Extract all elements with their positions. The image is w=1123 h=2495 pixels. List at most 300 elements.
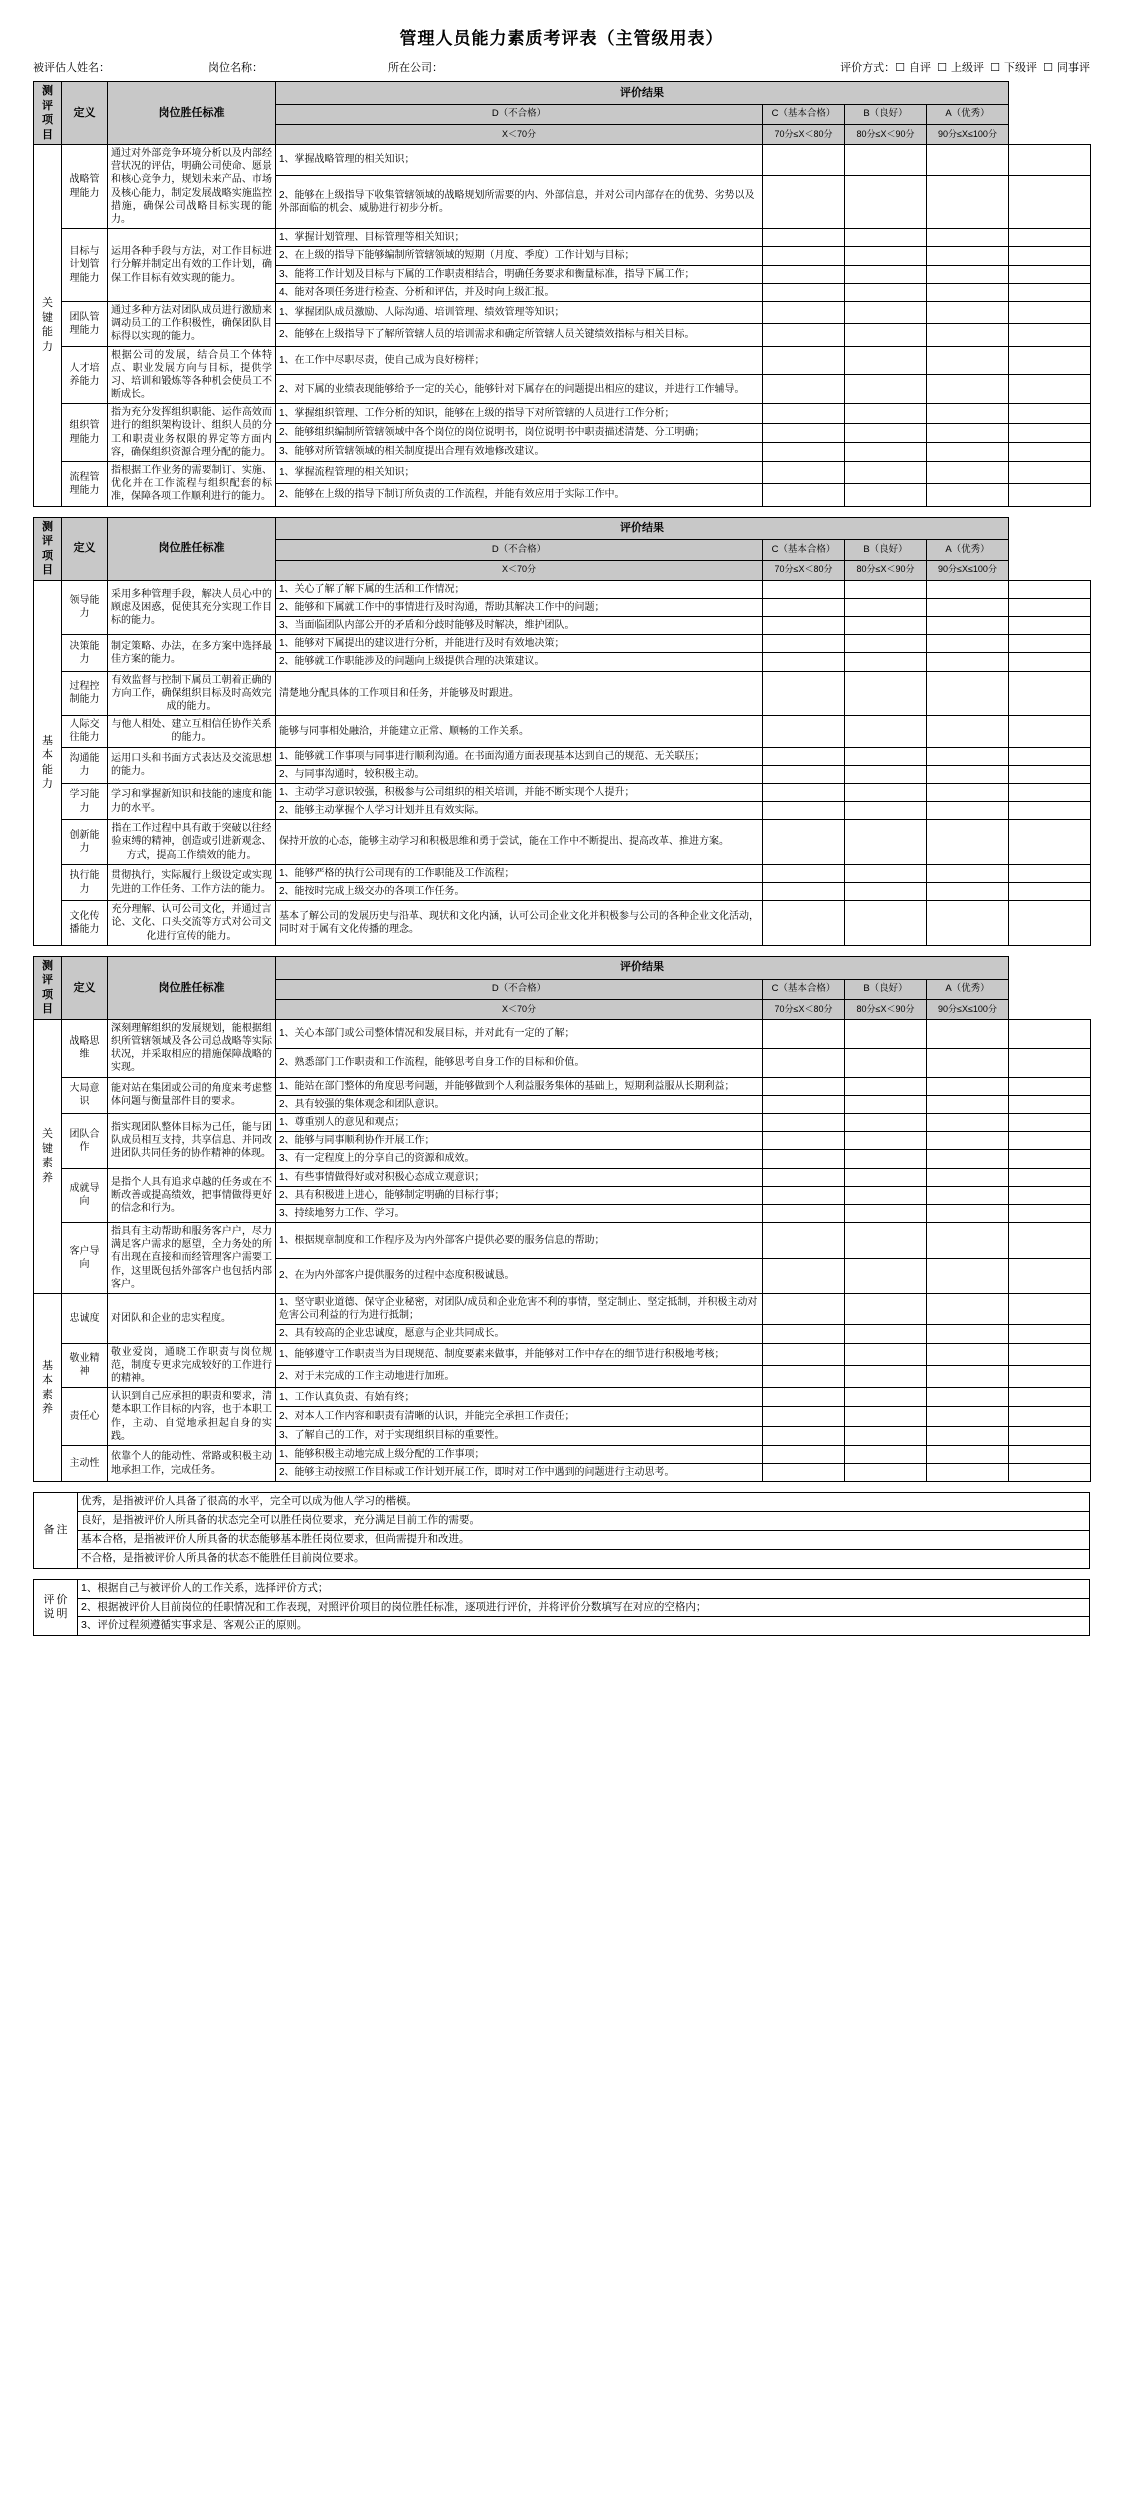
score-input-cell[interactable] xyxy=(763,635,845,653)
score-input-cell[interactable] xyxy=(927,716,1009,747)
competency-standard: 2、能够与同事顺利协作开展工作； xyxy=(276,1132,763,1150)
score-input-cell[interactable] xyxy=(845,783,927,801)
competency-standard: 2、能够组织编制所管辖领域中各个岗位的岗位说明书，岗位说明书中职责描述清楚、分工明确； xyxy=(276,423,763,442)
score-input-cell[interactable] xyxy=(845,229,927,247)
score-input-cell[interactable] xyxy=(927,1077,1009,1095)
score-input-cell[interactable] xyxy=(845,324,927,346)
score-input-cell[interactable] xyxy=(1009,1388,1091,1407)
competency-standard: 1、能够积极主动地完成上级分配的工作事项； xyxy=(276,1445,763,1463)
score-input-cell[interactable] xyxy=(763,598,845,616)
method-subordinate-checkbox[interactable] xyxy=(990,62,1037,74)
col-header-standard: 岗位胜任标准 xyxy=(108,956,276,1019)
score-input-cell[interactable] xyxy=(845,617,927,635)
competency-standard: 3、当面临团队内部公开的矛盾和分歧时能够及时解决，维护团队。 xyxy=(276,617,763,635)
score-input-cell[interactable] xyxy=(845,883,927,901)
score-input-cell[interactable] xyxy=(1009,484,1091,506)
assessment-item-definition: 学习和掌握新知识和技能的速度和能力的水平。 xyxy=(108,783,276,819)
score-input-cell[interactable] xyxy=(1009,145,1091,176)
score-input-cell[interactable] xyxy=(927,783,1009,801)
score-input-cell[interactable] xyxy=(1009,883,1091,901)
score-input-cell[interactable] xyxy=(845,283,927,301)
score-input-cell[interactable] xyxy=(1009,404,1091,423)
score-input-cell[interactable] xyxy=(845,1365,927,1387)
score-input-cell[interactable] xyxy=(763,1407,845,1426)
vertical-char: 本 xyxy=(42,1374,53,1387)
competency-standard: 1、掌握计划管理、目标管理等相关知识； xyxy=(276,229,763,247)
score-input-cell[interactable] xyxy=(763,820,845,865)
score-input-cell[interactable] xyxy=(927,462,1009,484)
score-input-cell[interactable] xyxy=(763,229,845,247)
competency-standard: 1、掌握组织管理、工作分析的知识，能够在上级的指导下对所管辖的人员进行工作分析； xyxy=(276,404,763,423)
score-input-cell[interactable] xyxy=(763,671,845,716)
score-input-cell[interactable] xyxy=(845,175,927,228)
score-input-cell[interactable] xyxy=(1009,1019,1091,1048)
vertical-char: 项 xyxy=(42,549,53,562)
score-input-cell[interactable] xyxy=(763,747,845,765)
col-header-item xyxy=(34,956,62,1019)
score-input-cell[interactable] xyxy=(1009,1168,1091,1186)
score-input-cell[interactable] xyxy=(763,442,845,461)
assessment-item-name: 执行能力 xyxy=(62,864,108,900)
score-input-cell[interactable] xyxy=(763,802,845,820)
evaluation-method-group xyxy=(840,59,1090,75)
table-row xyxy=(34,716,1091,747)
assessment-item-definition: 依靠个人的能动性、常路或积极主动地承担工作，完成任务。 xyxy=(108,1445,276,1481)
score-input-cell[interactable] xyxy=(763,265,845,283)
score-input-cell[interactable] xyxy=(927,635,1009,653)
vertical-char: 键 xyxy=(42,311,53,324)
score-input-cell[interactable] xyxy=(763,301,845,323)
score-input-cell[interactable] xyxy=(927,375,1009,404)
company-name-field[interactable]: 所在公司： xyxy=(388,62,443,74)
score-input-cell[interactable] xyxy=(1009,1186,1091,1204)
assessment-item-definition: 敬业爱岗，通晓工作职责与岗位规范，制度专更求完成较好的工作进行的精神。 xyxy=(108,1343,276,1388)
score-input-cell[interactable] xyxy=(845,716,927,747)
score-input-cell[interactable] xyxy=(927,901,1009,946)
score-input-cell[interactable] xyxy=(845,765,927,783)
score-input-cell[interactable] xyxy=(763,716,845,747)
competency-standard: 2、与同事沟通时，较积极主动。 xyxy=(276,765,763,783)
score-input-cell[interactable] xyxy=(927,1294,1009,1325)
score-input-cell[interactable] xyxy=(845,1150,927,1168)
score-input-cell[interactable] xyxy=(927,802,1009,820)
score-input-cell[interactable] xyxy=(1009,1150,1091,1168)
score-input-cell[interactable] xyxy=(845,1113,927,1131)
score-input-cell[interactable] xyxy=(845,1204,927,1222)
competency-standard: 1、有些事情做得好或对积极心态成立观意识； xyxy=(276,1168,763,1186)
score-input-cell[interactable] xyxy=(763,1168,845,1186)
instruction-label xyxy=(34,1579,78,1636)
score-input-cell[interactable] xyxy=(763,1113,845,1131)
score-input-cell[interactable] xyxy=(927,1168,1009,1186)
table-row xyxy=(34,1168,1091,1186)
score-input-cell[interactable] xyxy=(845,1343,927,1365)
score-input-cell[interactable] xyxy=(763,175,845,228)
score-input-cell[interactable] xyxy=(763,346,845,375)
score-input-cell[interactable] xyxy=(763,783,845,801)
score-input-cell[interactable] xyxy=(845,820,927,865)
remark-row xyxy=(34,1512,1090,1531)
score-input-cell[interactable] xyxy=(763,653,845,671)
score-input-cell[interactable] xyxy=(845,580,927,598)
score-input-cell[interactable] xyxy=(927,1343,1009,1365)
competency-standard: 2、能够就工作职能涉及的问题向上级提供合理的决策建议。 xyxy=(276,653,763,671)
score-input-cell[interactable] xyxy=(1009,653,1091,671)
table-header-row-top xyxy=(34,956,1091,979)
score-input-cell[interactable] xyxy=(1009,635,1091,653)
score-input-cell[interactable] xyxy=(845,1223,927,1258)
competency-standard: 1、在工作中尽职尽责，使自己成为良好榜样； xyxy=(276,346,763,375)
competency-standard: 2、能按时完成上级交办的各项工作任务。 xyxy=(276,883,763,901)
score-input-cell[interactable] xyxy=(927,1258,1009,1293)
score-input-cell[interactable] xyxy=(845,247,927,265)
score-input-cell[interactable] xyxy=(1009,1294,1091,1325)
score-input-cell[interactable] xyxy=(1009,617,1091,635)
score-input-cell[interactable] xyxy=(845,747,927,765)
score-input-cell[interactable] xyxy=(763,1095,845,1113)
checkbox-icon: ☐ xyxy=(895,62,905,74)
score-input-cell[interactable] xyxy=(927,247,1009,265)
col-header-result: 评价结果 xyxy=(276,82,1009,105)
score-input-cell[interactable] xyxy=(1009,375,1091,404)
grade-range-2: 80分≤X＜90分 xyxy=(845,560,927,580)
score-input-cell[interactable] xyxy=(845,1186,927,1204)
score-input-cell[interactable] xyxy=(927,145,1009,176)
competency-standard: 1、工作认真负责、有始有终； xyxy=(276,1388,763,1407)
score-input-cell[interactable] xyxy=(927,175,1009,228)
score-input-cell[interactable] xyxy=(763,324,845,346)
score-input-cell[interactable] xyxy=(763,462,845,484)
competency-standard: 1、能够就工作事项与同事进行顺利沟通。在书面沟通方面表现基本达到自己的规范、无关联压； xyxy=(276,747,763,765)
method-self-checkbox[interactable] xyxy=(895,62,931,74)
score-input-cell[interactable] xyxy=(927,580,1009,598)
competency-standard: 1、关心本部门或公司整体情况和发展目标，并对此有一定的了解； xyxy=(276,1019,763,1048)
score-input-cell[interactable] xyxy=(763,1048,845,1077)
score-input-cell[interactable] xyxy=(1009,1095,1091,1113)
score-input-cell[interactable] xyxy=(1009,747,1091,765)
score-input-cell[interactable] xyxy=(927,1095,1009,1113)
score-input-cell[interactable] xyxy=(763,1365,845,1387)
table-row xyxy=(34,1388,1091,1407)
score-input-cell[interactable] xyxy=(763,1019,845,1048)
method-peer-checkbox[interactable] xyxy=(1043,62,1090,74)
competency-standard: 4、能对各项任务进行检查、分析和评估，并及时向上级汇报。 xyxy=(276,283,763,301)
table-row xyxy=(34,864,1091,882)
score-input-cell[interactable] xyxy=(1009,1445,1091,1463)
score-input-cell[interactable] xyxy=(763,1464,845,1482)
vertical-char: 养 xyxy=(42,1171,53,1184)
score-input-cell[interactable] xyxy=(1009,442,1091,461)
col-header-definition: 定义 xyxy=(62,82,108,145)
score-input-cell[interactable] xyxy=(1009,1464,1091,1482)
grade-range-1: 70分≤X＜80分 xyxy=(763,560,845,580)
score-input-cell[interactable] xyxy=(763,883,845,901)
score-input-cell[interactable] xyxy=(1009,783,1091,801)
score-input-cell[interactable] xyxy=(1009,1113,1091,1131)
score-input-cell[interactable] xyxy=(763,1343,845,1365)
score-input-cell[interactable] xyxy=(1009,283,1091,301)
score-input-cell[interactable] xyxy=(927,1204,1009,1222)
assessment-item-name: 沟通能力 xyxy=(62,747,108,783)
vertical-char: 测 xyxy=(42,959,53,972)
score-input-cell[interactable] xyxy=(927,883,1009,901)
table-row xyxy=(34,1077,1091,1095)
score-input-cell[interactable] xyxy=(1009,598,1091,616)
score-input-cell[interactable] xyxy=(845,1132,927,1150)
score-input-cell[interactable] xyxy=(1009,802,1091,820)
assessment-item-name: 客户导向 xyxy=(62,1223,108,1294)
score-input-cell[interactable] xyxy=(763,1388,845,1407)
score-input-cell[interactable] xyxy=(845,1168,927,1186)
assessment-item-definition: 运用各种手段与方法，对工作目标进行分解并制定出有效的工作计划，确保工作目标有效实现的能力。 xyxy=(108,229,276,302)
table-header-row-top xyxy=(34,82,1091,105)
grade-header-2: B（良好） xyxy=(845,104,927,125)
score-input-cell[interactable] xyxy=(927,1365,1009,1387)
score-input-cell[interactable] xyxy=(927,864,1009,882)
score-input-cell[interactable] xyxy=(1009,1077,1091,1095)
score-input-cell[interactable] xyxy=(763,484,845,506)
score-input-cell[interactable] xyxy=(845,346,927,375)
score-input-cell[interactable] xyxy=(927,442,1009,461)
score-input-cell[interactable] xyxy=(927,301,1009,323)
score-input-cell[interactable] xyxy=(845,1077,927,1095)
score-input-cell[interactable] xyxy=(1009,1365,1091,1387)
position-name-field[interactable]: 岗位名称： xyxy=(208,62,263,74)
vertical-char: 关 xyxy=(42,297,53,310)
score-input-cell[interactable] xyxy=(927,423,1009,442)
score-input-cell[interactable] xyxy=(845,653,927,671)
score-input-cell[interactable] xyxy=(1009,1325,1091,1343)
score-input-cell[interactable] xyxy=(845,423,927,442)
score-input-cell[interactable] xyxy=(1009,1407,1091,1426)
score-input-cell[interactable] xyxy=(1009,324,1091,346)
score-input-cell[interactable] xyxy=(927,747,1009,765)
score-input-cell[interactable] xyxy=(927,1019,1009,1048)
grade-header-1: C（基本合格） xyxy=(763,979,845,1000)
score-input-cell[interactable] xyxy=(845,802,927,820)
competency-standard: 能够与同事相处融洽，并能建立正常、顺畅的工作关系。 xyxy=(276,716,763,747)
score-input-cell[interactable] xyxy=(763,1077,845,1095)
competency-standard: 2、能够在上级指导下收集管辖领域的战略规划所需要的内、外部信息，并对公司内部存在的优势、劣势以及外部面临的机会、威胁进行初步分析。 xyxy=(276,175,763,228)
score-input-cell[interactable] xyxy=(927,484,1009,506)
score-input-cell[interactable] xyxy=(845,635,927,653)
score-input-cell[interactable] xyxy=(763,765,845,783)
score-input-cell[interactable] xyxy=(1009,1223,1091,1258)
score-input-cell[interactable] xyxy=(845,1048,927,1077)
grade-header-2: B（良好） xyxy=(845,979,927,1000)
score-input-cell[interactable] xyxy=(763,901,845,946)
score-input-cell[interactable] xyxy=(927,1048,1009,1077)
score-input-cell[interactable] xyxy=(845,1095,927,1113)
score-input-cell[interactable] xyxy=(845,1325,927,1343)
score-input-cell[interactable] xyxy=(763,283,845,301)
score-input-cell[interactable] xyxy=(927,820,1009,865)
score-input-cell[interactable] xyxy=(927,1113,1009,1131)
table-row xyxy=(34,1019,1091,1048)
score-input-cell[interactable] xyxy=(845,145,927,176)
competency-standard: 2、对于未完成的工作主动地进行加班。 xyxy=(276,1365,763,1387)
score-input-cell[interactable] xyxy=(845,484,927,506)
competency-standard: 清楚地分配具体的工作项目和任务，并能够及时跟进。 xyxy=(276,671,763,716)
score-input-cell[interactable] xyxy=(927,1445,1009,1463)
score-input-cell[interactable] xyxy=(763,1294,845,1325)
remark-row xyxy=(34,1493,1090,1512)
score-input-cell[interactable] xyxy=(763,423,845,442)
score-input-cell[interactable] xyxy=(927,346,1009,375)
score-input-cell[interactable] xyxy=(1009,1343,1091,1365)
vertical-char: 项 xyxy=(42,114,53,127)
col-header-result: 评价结果 xyxy=(276,956,1009,979)
score-input-cell[interactable] xyxy=(1009,265,1091,283)
remark-row xyxy=(34,1549,1090,1568)
score-input-cell[interactable] xyxy=(845,864,927,882)
assessment-item-name: 流程管理能力 xyxy=(62,462,108,507)
score-input-cell[interactable] xyxy=(927,1223,1009,1258)
score-input-cell[interactable] xyxy=(763,580,845,598)
score-input-cell[interactable] xyxy=(845,462,927,484)
grade-range-0: X＜70分 xyxy=(276,560,763,580)
score-input-cell[interactable] xyxy=(1009,765,1091,783)
score-input-cell[interactable] xyxy=(763,247,845,265)
assessment-item-definition: 指在工作过程中具有敢于突破以往经验束缚的精神，创造或引进新观念、方式，提高工作绩效的能力。 xyxy=(108,820,276,865)
assessment-table-block-2 xyxy=(33,517,1091,946)
score-input-cell[interactable] xyxy=(845,1019,927,1048)
score-input-cell[interactable] xyxy=(927,653,1009,671)
score-input-cell[interactable] xyxy=(1009,901,1091,946)
score-input-cell[interactable] xyxy=(763,375,845,404)
score-input-cell[interactable] xyxy=(1009,864,1091,882)
assessment-item-name: 学习能力 xyxy=(62,783,108,819)
score-input-cell[interactable] xyxy=(763,1186,845,1204)
grade-header-0: D（不合格） xyxy=(276,104,763,125)
competency-standard: 3、了解自己的工作，对于实现组织目标的重要性。 xyxy=(276,1426,763,1445)
score-input-cell[interactable] xyxy=(927,1186,1009,1204)
score-input-cell[interactable] xyxy=(927,229,1009,247)
competency-standard: 3、有一定程度上的分享自己的资源和成效。 xyxy=(276,1150,763,1168)
assessment-item-name: 过程控制能力 xyxy=(62,671,108,716)
assessment-item-definition: 有效监督与控制下属员工朝着正确的方向工作，确保组织目标及时高效完成的能力。 xyxy=(108,671,276,716)
score-input-cell[interactable] xyxy=(927,617,1009,635)
vertical-char: 备 xyxy=(43,1524,55,1537)
score-input-cell[interactable] xyxy=(763,1445,845,1463)
score-input-cell[interactable] xyxy=(845,1445,927,1463)
score-input-cell[interactable] xyxy=(845,1258,927,1293)
score-input-cell[interactable] xyxy=(927,765,1009,783)
score-input-cell[interactable] xyxy=(1009,301,1091,323)
score-input-cell[interactable] xyxy=(927,404,1009,423)
score-input-cell[interactable] xyxy=(1009,1204,1091,1222)
score-input-cell[interactable] xyxy=(1009,1426,1091,1445)
table-row xyxy=(34,229,1091,247)
score-input-cell[interactable] xyxy=(845,671,927,716)
score-input-cell[interactable] xyxy=(927,324,1009,346)
score-input-cell[interactable] xyxy=(1009,820,1091,865)
score-input-cell[interactable] xyxy=(927,671,1009,716)
score-input-cell[interactable] xyxy=(763,1325,845,1343)
competency-standard: 2、能够和下属就工作中的事情进行及时沟通，帮助其解决工作中的问题； xyxy=(276,598,763,616)
competency-standard: 1、掌握流程管理的相关知识； xyxy=(276,462,763,484)
score-input-cell[interactable] xyxy=(1009,1258,1091,1293)
score-input-cell[interactable] xyxy=(845,1294,927,1325)
score-input-cell[interactable] xyxy=(763,864,845,882)
score-input-cell[interactable] xyxy=(763,617,845,635)
score-input-cell[interactable] xyxy=(927,1150,1009,1168)
evaluation-method-label: 评价方式： xyxy=(840,62,896,74)
score-input-cell[interactable] xyxy=(763,1426,845,1445)
score-input-cell[interactable] xyxy=(1009,229,1091,247)
assessment-item-definition: 制定策略、办法，在多方案中选择最佳方案的能力。 xyxy=(108,635,276,671)
table-row xyxy=(34,747,1091,765)
score-input-cell[interactable] xyxy=(927,1325,1009,1343)
col-header-item xyxy=(34,82,62,145)
score-input-cell[interactable] xyxy=(1009,462,1091,484)
evaluatee-name-field[interactable]: 被评估人姓名： xyxy=(33,62,110,74)
score-input-cell[interactable] xyxy=(763,145,845,176)
score-input-cell[interactable] xyxy=(845,1407,927,1426)
score-input-cell[interactable] xyxy=(845,1464,927,1482)
score-input-cell[interactable] xyxy=(763,1258,845,1293)
score-input-cell[interactable] xyxy=(1009,175,1091,228)
competency-standard: 基本了解公司的发展历史与沿革、现状和文化内涵，认可公司企业文化并积极参与公司的各种企业文化活动，同时对于属有文化传播的理念。 xyxy=(276,901,763,946)
competency-standard: 2、能够主动掌握个人学习计划并且有效实际。 xyxy=(276,802,763,820)
score-input-cell[interactable] xyxy=(845,442,927,461)
remark-label xyxy=(34,1493,78,1568)
score-input-cell[interactable] xyxy=(1009,716,1091,747)
score-input-cell[interactable] xyxy=(927,1407,1009,1426)
assessment-item-definition: 指根据工作业务的需要制订、实施、优化并在工作流程与组织配套的标准，保障各项工作顺利进行的能力。 xyxy=(108,462,276,507)
score-input-cell[interactable] xyxy=(927,1464,1009,1482)
score-input-cell[interactable] xyxy=(845,1426,927,1445)
score-input-cell[interactable] xyxy=(845,375,927,404)
score-input-cell[interactable] xyxy=(927,1388,1009,1407)
score-input-cell[interactable] xyxy=(1009,346,1091,375)
score-input-cell[interactable] xyxy=(927,1426,1009,1445)
score-input-cell[interactable] xyxy=(927,283,1009,301)
assessment-item-name: 团队合作 xyxy=(62,1113,108,1168)
method-superior-checkbox[interactable] xyxy=(937,62,984,74)
competency-standard: 1、掌握战略管理的相关知识； xyxy=(276,145,763,176)
score-input-cell[interactable] xyxy=(1009,423,1091,442)
score-input-cell[interactable] xyxy=(1009,1048,1091,1077)
score-input-cell[interactable] xyxy=(1009,1132,1091,1150)
assessment-item-name: 文化传播能力 xyxy=(62,901,108,946)
score-input-cell[interactable] xyxy=(845,265,927,283)
score-input-cell[interactable] xyxy=(763,1223,845,1258)
score-input-cell[interactable] xyxy=(845,1388,927,1407)
score-input-cell[interactable] xyxy=(1009,671,1091,716)
assessment-item-definition: 指为充分发挥组织职能、运作高效而进行的组织架构设计、组织人员的分工和职责业务权限的界定等方面内容，确保组织资源合理分配的能力。 xyxy=(108,404,276,462)
score-input-cell[interactable] xyxy=(845,404,927,423)
score-input-cell[interactable] xyxy=(1009,247,1091,265)
score-input-cell[interactable] xyxy=(845,598,927,616)
score-input-cell[interactable] xyxy=(845,901,927,946)
score-input-cell[interactable] xyxy=(763,1150,845,1168)
table-row xyxy=(34,783,1091,801)
grade-header-1: C（基本合格） xyxy=(763,540,845,561)
score-input-cell[interactable] xyxy=(845,301,927,323)
score-input-cell[interactable] xyxy=(927,598,1009,616)
score-input-cell[interactable] xyxy=(927,265,1009,283)
score-input-cell[interactable] xyxy=(927,1132,1009,1150)
score-input-cell[interactable] xyxy=(763,1204,845,1222)
score-input-cell[interactable] xyxy=(763,404,845,423)
table-row xyxy=(34,580,1091,598)
competency-standard: 2、在为内外部客户提供服务的过程中态度积极诚恳。 xyxy=(276,1258,763,1293)
score-input-cell[interactable] xyxy=(763,1132,845,1150)
score-input-cell[interactable] xyxy=(1009,580,1091,598)
category-label-关键能力 xyxy=(34,145,62,507)
competency-standard: 1、根据规章制度和工作程序及为内外部客户提供必要的服务信息的帮助； xyxy=(276,1223,763,1258)
